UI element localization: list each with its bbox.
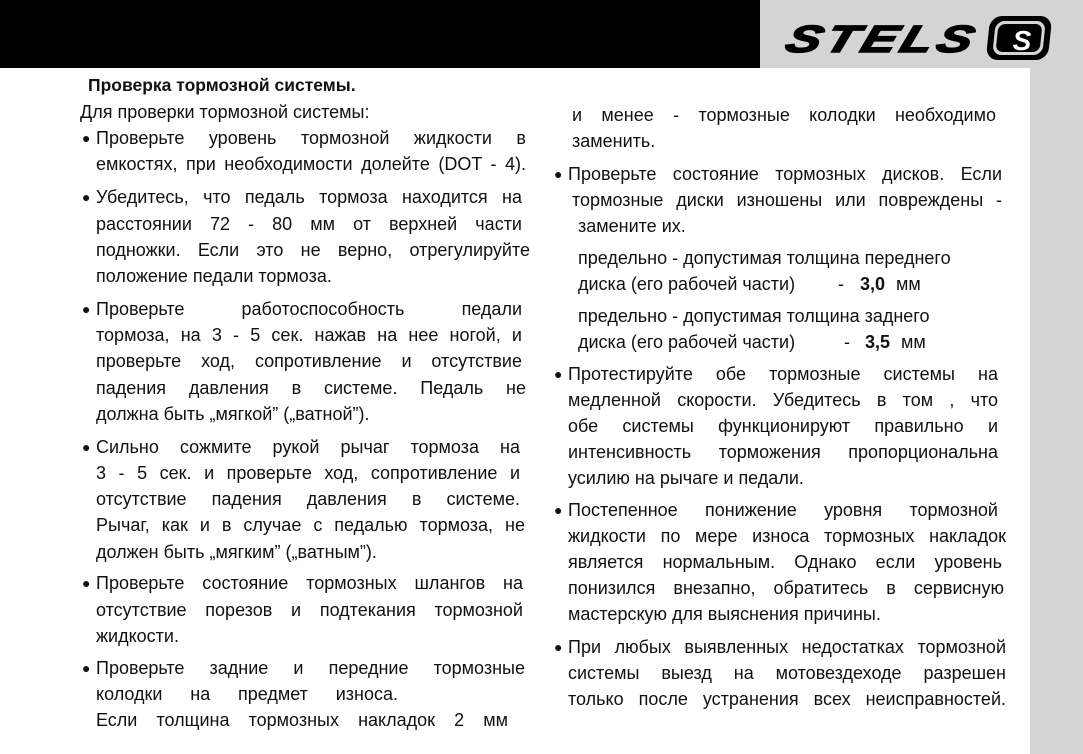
logo-emblem-icon [986,16,1053,60]
text-line: емкостях, при необходимости долейте (DOT - 4). [96,154,526,174]
text-line: и менее - тормозные колодки необходимо [572,105,996,125]
bullet-icon: ● [82,660,91,676]
logo-wordmark: STELS [780,18,932,61]
text-line: Проверьте уровень тормозной жидкости в [96,128,526,148]
text-line: падения давления в системе. Педаль не [96,378,526,398]
svg-text:S: S [1012,25,1032,56]
text-line: проверьте ход, сопротивление и отсутствие [96,351,522,371]
bullet-icon: ● [82,189,91,205]
text-line: интенсивность торможения пропорциональна [568,442,998,462]
section-title: Проверка тормозной системы. [88,75,356,95]
text-line: системы выезд на мотовездеходе разрешен [568,663,1006,683]
rear-disc-unit: мм [901,332,926,352]
text-line: понизился внезапно, обратитесь в сервисную [568,578,1004,598]
text-line: расстоянии 72 - 80 мм от верхней части [96,214,522,234]
front-disc-label: диска (его рабочей части) [578,274,796,294]
text-line: Рычаг, как и в случае с педалью тормоза, не [96,515,525,535]
bullet-icon: ● [82,130,91,146]
bullet-icon: ● [554,639,563,655]
rear-disc-spec: предельно - допустимая толщина заднего [578,306,930,326]
rear-disc-value: 3,5 [865,332,891,352]
text-line: тормоза, на 3 - 5 сек. нажав на нее ногой, и [96,325,522,345]
text-line: Проверьте задние и передние тормозные [96,658,525,678]
text-line: заменить. [572,131,656,151]
text-line: При любых выявленных недостатках тормозной [568,637,1006,657]
bullet-icon: ● [82,301,91,317]
side-strip [1030,68,1083,754]
text-line: подножки. Если это не верно, отрегулируйте [96,240,530,260]
bullet-icon: ● [554,366,563,382]
text-line: отсутствие порезов и подтекания тормозной [96,600,523,620]
text-line: 3 - 5 сек. и проверьте ход, сопротивление и [96,463,520,483]
text-line: тормозные диски изношены или повреждены - [572,190,1002,210]
rear-disc-dash: - [844,332,850,352]
header-bar [0,0,760,68]
text-line: обе системы функционируют правильно и [568,416,998,436]
rear-disc-label: диска (его рабочей части) [578,332,796,352]
text-line: колодки на предмет износа. [96,684,398,704]
intro-text: Для проверки тормозной системы: [80,102,370,122]
bullet-icon: ● [82,575,91,591]
text-line: является нормальным. Однако если уровень [568,552,1002,572]
text-line: Если толщина тормозных накладок 2 мм [96,710,508,730]
text-line: отсутствие падения давления в системе. [96,489,520,509]
text-line: Убедитесь, что педаль тормоза находится на [96,187,522,207]
bullet-icon: ● [554,502,563,518]
bullet-icon: ● [554,166,563,182]
text-line: замените их. [578,216,686,236]
brand-logo-area [760,0,1083,68]
front-disc-unit: мм [896,274,921,294]
text-line: мастерскую для выяснения причины. [568,604,881,624]
front-disc-dash: - [838,274,844,294]
stels-logo [760,0,1083,68]
front-disc-value: 3,0 [860,274,886,294]
text-line: положение педали тормоза. [96,266,332,286]
text-line: должен быть „мягким” („ватным”). [96,542,377,562]
text-line: только после устранения всех неисправностей. [568,689,1006,709]
text-line: усилию на рычаге и педали. [568,468,804,488]
text-line: должна быть „мягкой” („ватной”). [96,404,370,424]
text-line: Проверьте состояние тормозных дисков. Если [568,164,1002,184]
bullet-icon: ● [82,439,91,455]
text-line: Сильно сожмите рукой рычаг тормоза на [96,437,520,457]
text-line: жидкости. [96,626,179,646]
front-disc-spec: предельно - допустимая толщина переднего [578,248,951,268]
text-line: медленной скорости. Убедитесь в том , что [568,390,998,410]
text-line: Проверьте состояние тормозных шлангов на [96,573,523,593]
text-line: Проверьте работоспособность педали [96,299,522,319]
text-line: Постепенное понижение уровня тормозной [568,500,998,520]
text-line: жидкости по мере износа тормозных накладок [568,526,1006,546]
text-line: Протестируйте обе тормозные системы на [568,364,998,384]
